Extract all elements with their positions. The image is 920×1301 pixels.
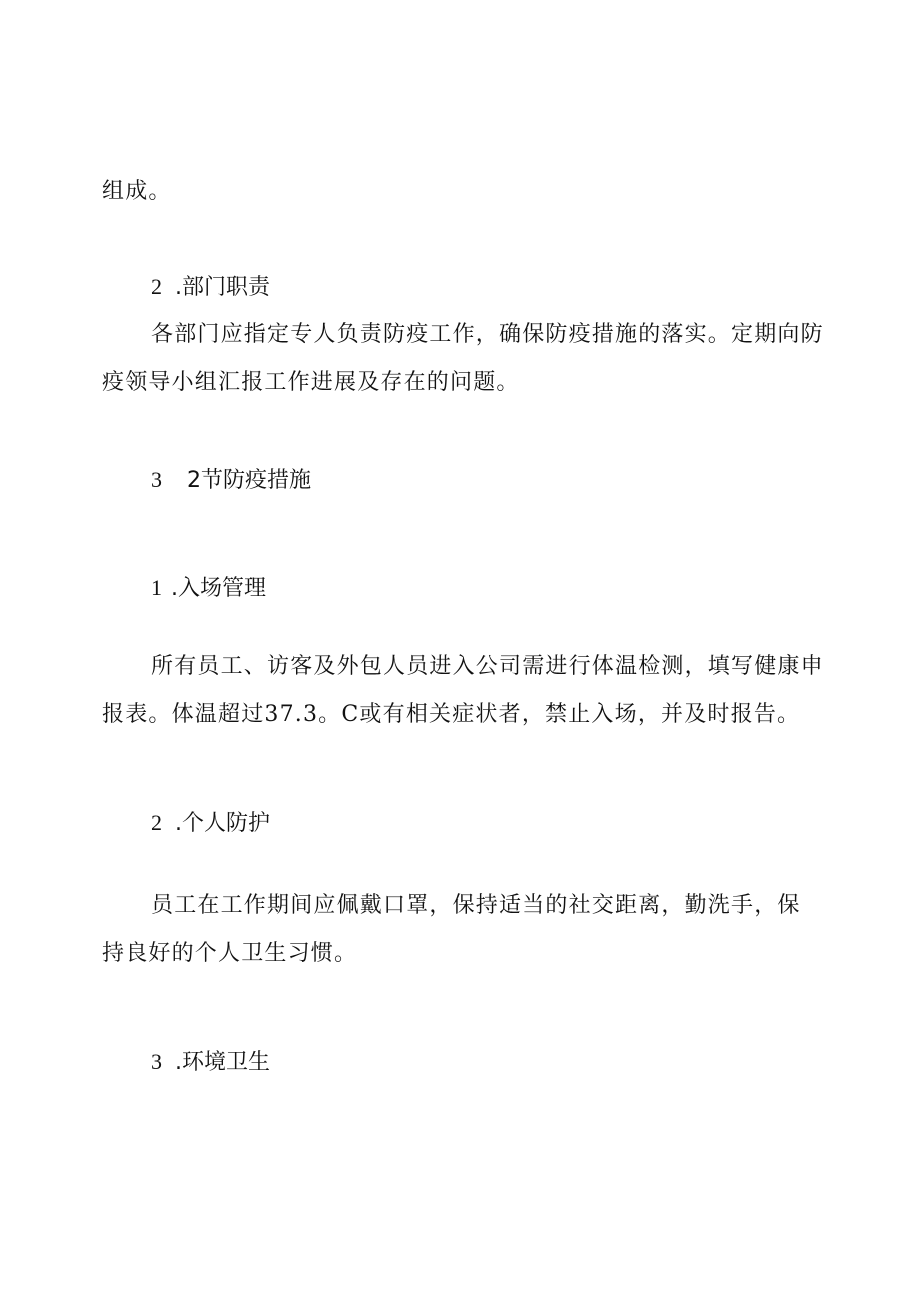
body-text-line: 报表。体温超过37.3。C或有相关症状者，禁止入场，并及时报告。 bbox=[102, 702, 801, 727]
item-title: .环境卫生 bbox=[175, 1050, 270, 1075]
body-text-line: 所有员工、访客及外包人员进入公司需进行体温检测，填写健康申 bbox=[151, 654, 824, 679]
chapter-heading-prevention-measures bbox=[151, 466, 311, 495]
item-number: 2 bbox=[151, 810, 162, 835]
body-text-line: 各部门应指定专人负责防疫工作，确保防疫措施的落实。定期向防 bbox=[151, 322, 824, 347]
item-number: 1 bbox=[151, 575, 162, 600]
item-heading-entry-management bbox=[151, 574, 266, 603]
item-heading-environmental-hygiene bbox=[151, 1048, 270, 1077]
paragraph-continuation: 组成。 bbox=[102, 179, 172, 204]
item-heading-personal-protection bbox=[151, 809, 270, 838]
item-number: 3 bbox=[151, 1049, 162, 1074]
chapter-number: 3 bbox=[151, 467, 162, 492]
section-title: .部门职责 bbox=[175, 275, 270, 300]
section-heading-department-duties bbox=[151, 273, 270, 302]
body-text-line: 疫领导小组汇报工作进展及存在的问题。 bbox=[102, 370, 520, 395]
body-text-line: 持良好的个人卫生习惯。 bbox=[102, 941, 358, 966]
section-number: 2 bbox=[151, 274, 162, 299]
body-text-line: 员工在工作期间应佩戴口罩，保持适当的社交距离，勤洗手，保 bbox=[151, 893, 801, 918]
item-title: .个人防护 bbox=[175, 811, 270, 836]
chapter-title: 2节防疫措施 bbox=[187, 468, 311, 493]
item-title: .入场管理 bbox=[171, 576, 266, 601]
